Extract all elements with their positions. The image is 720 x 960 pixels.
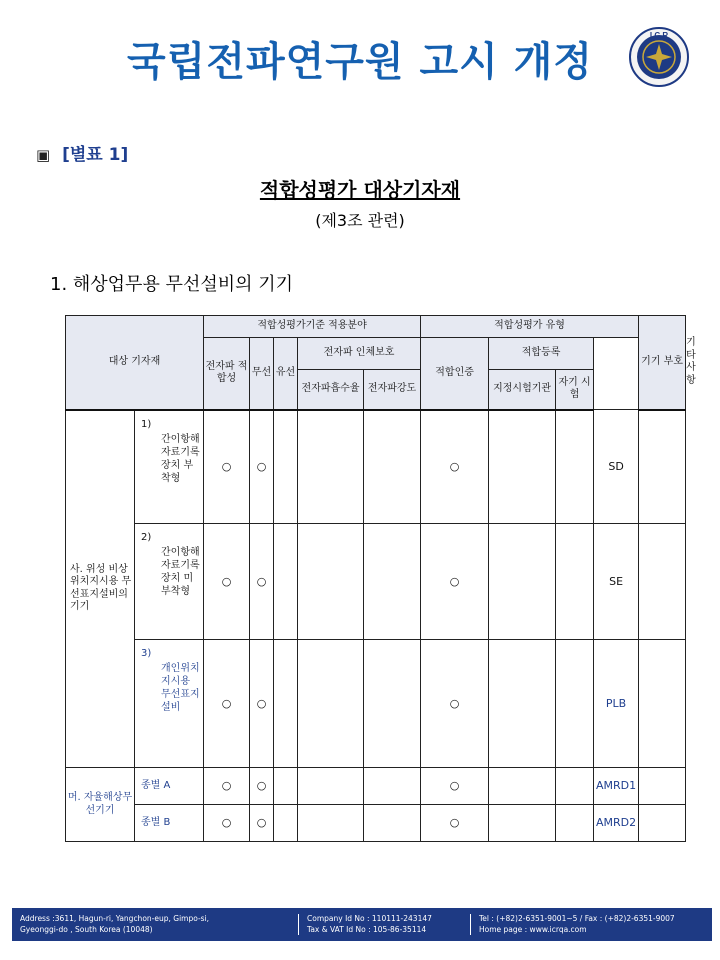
absorption-cell	[298, 640, 364, 768]
self-test-cell	[556, 805, 594, 842]
address-line-1: Address :3611, Hagun-ri, Yangchon-eup, Gimpo-si,	[20, 913, 210, 923]
vat-id: Tax & VAT Id No : 105-86-35114	[307, 924, 427, 934]
emc-mark: ○	[204, 640, 250, 768]
footer-contact	[470, 914, 712, 936]
table-subtitle: (제3조 관련)	[315, 211, 405, 230]
header-absorption: 전자파흡수율	[298, 370, 364, 410]
absorption-cell	[298, 410, 364, 524]
wired-cell	[274, 805, 298, 842]
strength-cell	[364, 524, 421, 640]
strength-cell	[364, 640, 421, 768]
icr-logo	[628, 26, 690, 88]
homepage-link[interactable]: Home page : www.icrqa.com	[479, 924, 587, 934]
header-standard-area: 적합성평가기준 적용분야	[204, 316, 421, 338]
self-test-cell	[556, 640, 594, 768]
emc-mark: ○	[204, 805, 250, 842]
strength-cell	[364, 768, 421, 805]
device-code: SE	[594, 524, 639, 640]
header-type: 적합성평가 유형	[421, 316, 639, 338]
page-title: 국립전파연구원 고시 개정	[127, 39, 593, 85]
header-human: 전자파 인체보호	[298, 338, 421, 370]
cert-mark: ○	[421, 524, 489, 640]
annex-text: [별표 1]	[62, 145, 129, 165]
header-code: 기기 부호	[639, 316, 686, 410]
tel-fax: Tel : (+82)2-6351-9001~5 / Fax : (+82)2-6351-9007	[479, 913, 675, 923]
device-code: AMRD2	[594, 805, 639, 842]
category-cell: 머. 자율해상무선기기	[66, 768, 135, 842]
item-cell	[135, 640, 204, 768]
footer-ids	[298, 914, 470, 936]
other-cell	[639, 524, 686, 640]
emc-mark: ○	[204, 768, 250, 805]
item-cell	[135, 524, 204, 640]
table-row	[66, 805, 686, 842]
designated-lab-cell	[489, 524, 556, 640]
square-bullet-icon: ▣	[36, 146, 51, 164]
category-cell: 사. 위성 비상위치지시용 무선표지설비의 기기	[66, 410, 135, 768]
item-name: 종별 A	[135, 768, 204, 805]
footer-address	[12, 914, 298, 936]
item-cell	[135, 410, 204, 524]
address-line-2: Gyeonggi-do , South Korea (10048)	[20, 924, 153, 934]
other-cell	[639, 640, 686, 768]
wired-cell	[274, 640, 298, 768]
device-code: AMRD1	[594, 768, 639, 805]
radio-mark: ○	[250, 768, 274, 805]
header-designated-lab: 지정시험기관	[489, 370, 556, 410]
table-row	[66, 524, 686, 640]
section-title: 1. 해상업무용 무선설비의 기기	[50, 274, 293, 295]
absorption-cell	[298, 805, 364, 842]
equipment-table: 대상 기자재 적합성평가기준 적용분야 적합성평가 유형 기기 부호 기타사항 전자파 적합성 무선 유선 전자파 인체보호 적합인증 적합등록 전자파흡수율 전자파강도 지정시험기관 자기 시험 사. 위성 비상위치지시용 무선표지설비의 기기 1) 간이항해자료기록장치 부착형 ○ ○ ○ SD 2) 간이항해자료기록장치 미부착형 ○ ○ ○ SE 3) 개인위치지시용 무선표지설비 ○ ○ ○ PLB 머. 자율해상무선기기 종별 A ○ ○ ○ AMRD1 종별 B ○ ○ ○ AMRD2	[65, 315, 686, 842]
item-name: 개인위치지시용 무선표지설비	[161, 663, 200, 713]
emc-mark: ○	[204, 524, 250, 640]
other-cell	[639, 805, 686, 842]
radio-mark: ○	[250, 805, 274, 842]
other-cell	[639, 768, 686, 805]
item-number: 1)	[141, 418, 152, 430]
wired-cell	[274, 768, 298, 805]
designated-lab-cell	[489, 805, 556, 842]
table-row	[66, 410, 686, 524]
self-test-cell	[556, 768, 594, 805]
designated-lab-cell	[489, 410, 556, 524]
emc-mark: ○	[204, 410, 250, 524]
table-row	[66, 640, 686, 768]
header-emc: 전자파 적합성	[204, 338, 250, 410]
header-target: 대상 기자재	[66, 316, 204, 410]
absorption-cell	[298, 524, 364, 640]
radio-mark: ○	[250, 410, 274, 524]
item-number: 2)	[141, 532, 152, 543]
item-number: 3)	[141, 648, 152, 659]
header-cert: 적합인증	[421, 338, 489, 410]
cert-mark: ○	[421, 410, 489, 524]
cert-mark: ○	[421, 768, 489, 805]
self-test-cell	[556, 410, 594, 524]
item-name: 간이항해자료기록장치 부착형	[161, 433, 200, 484]
company-id: Company Id No : 110111-243147	[307, 913, 432, 923]
header-radio: 무선	[250, 338, 274, 410]
header-strength: 전자파강도	[364, 370, 421, 410]
item-name: 종별 B	[135, 805, 204, 842]
wired-cell	[274, 524, 298, 640]
absorption-cell	[298, 768, 364, 805]
other-cell	[639, 410, 686, 524]
header-reg: 적합등록	[489, 338, 594, 370]
footer-bar	[12, 908, 712, 941]
radio-mark: ○	[250, 640, 274, 768]
cert-mark: ○	[421, 805, 489, 842]
header-wired: 유선	[274, 338, 298, 410]
designated-lab-cell	[489, 768, 556, 805]
table-title: 적합성평가 대상기자재	[259, 178, 461, 202]
wired-cell	[274, 410, 298, 524]
designated-lab-cell	[489, 640, 556, 768]
item-name: 간이항해자료기록장치 미부착형	[161, 547, 200, 597]
self-test-cell	[556, 524, 594, 640]
radio-mark: ○	[250, 524, 274, 640]
header-self-test: 자기 시험	[556, 370, 594, 410]
cert-mark: ○	[421, 640, 489, 768]
strength-cell	[364, 805, 421, 842]
svg-text:I C R: I C R	[649, 31, 669, 40]
device-code: PLB	[594, 640, 639, 768]
annex-label	[36, 140, 128, 165]
table-row	[66, 768, 686, 805]
device-code: SD	[594, 410, 639, 524]
strength-cell	[364, 410, 421, 524]
